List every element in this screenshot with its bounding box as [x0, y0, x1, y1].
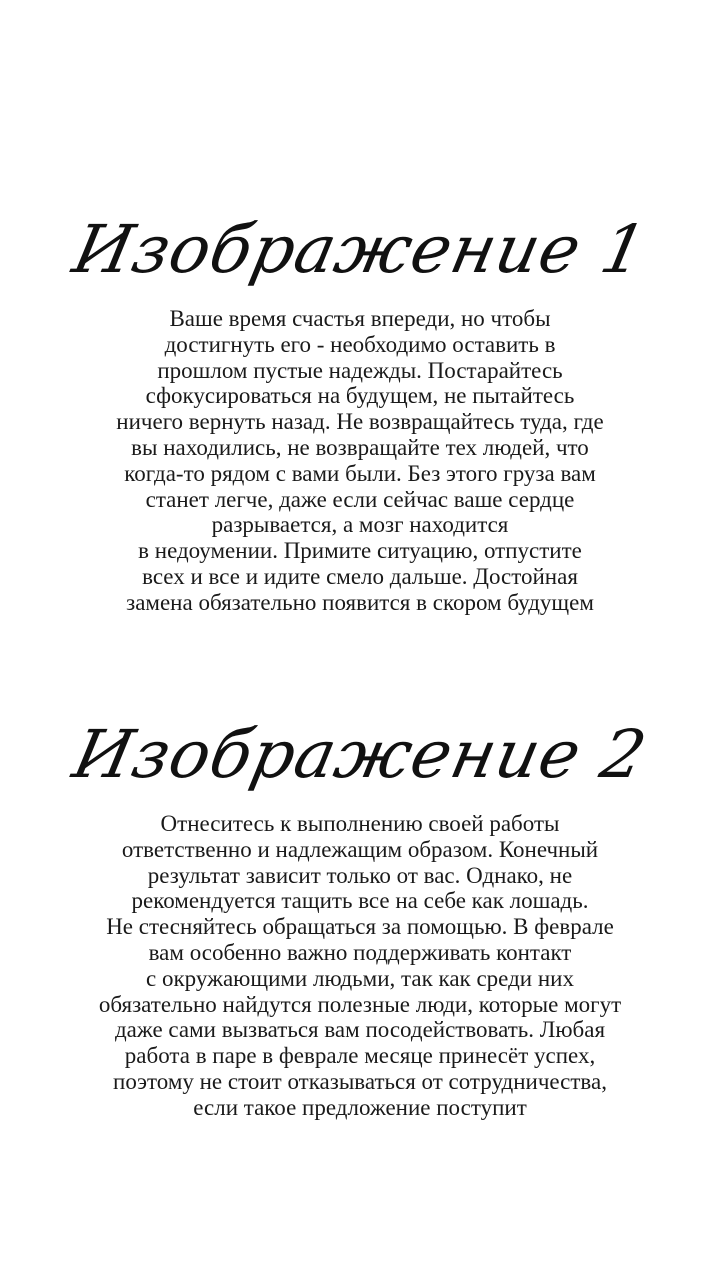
paragraph-line: ничего вернуть назад. Не возвращайтесь туда, где — [116, 409, 604, 435]
paragraph-line: Отнеситесь к выполнению своей работы — [160, 811, 560, 836]
section-paragraph — [20, 811, 700, 1121]
section-title: Изображение 1 — [66, 211, 654, 288]
section-image-2 — [0, 705, 720, 1121]
paragraph-line: замена обязательно появится в скором будущем — [126, 589, 594, 615]
section-image-1 — [0, 200, 720, 616]
paragraph-line: поэтому не стоит отказываться от сотрудничества, — [113, 1068, 607, 1094]
paragraph-line: работа в паре в феврале месяце принесёт успех, — [124, 1043, 596, 1069]
paragraph-line: вам особенно важно поддерживать контакт — [148, 939, 572, 965]
section-title: Изображение 2 — [66, 716, 654, 793]
paragraph-line: рекомендуется тащить все на себе как лошадь. — [131, 888, 589, 914]
paragraph-line: станет легче, даже если сейчас ваше сердце — [145, 486, 575, 512]
paragraph-line: с окружающими людьми, так как среди них — [146, 965, 574, 991]
paragraph-line: если такое предложение поступит — [193, 1094, 527, 1120]
paragraph-line: сфокусироваться на будущем, не пытайтесь — [145, 383, 575, 409]
paragraph-line: Ваше время счастья впереди, но чтобы — [169, 306, 551, 331]
paragraph-line: вы находились, не возвращайте тех людей, что — [131, 434, 589, 460]
paragraph-line: разрывается, а мозг находится — [211, 512, 509, 538]
paragraph-line: когда-то рядом с вами были. Без этого груза вам — [124, 460, 596, 486]
paragraph-line: достигнуть его - необходимо оставить в — [164, 331, 556, 357]
section-paragraph — [20, 306, 700, 616]
paragraph-line: ответственно и надлежащим образом. Конечный — [121, 836, 599, 862]
paragraph-line: всех и все и идите смело дальше. Достойная — [142, 563, 578, 589]
paragraph-line: прошлом пустые надежды. Постарайтесь — [157, 357, 563, 383]
paragraph-line: Не стесняйтесь обращаться за помощью. В феврале — [106, 914, 614, 940]
paragraph-line: в недоумении. Примите ситуацию, отпустите — [138, 538, 582, 564]
paragraph-line: обязательно найдутся полезные люди, которые могут — [98, 991, 622, 1017]
paragraph-line: результат зависит только от вас. Однако, не — [147, 862, 573, 888]
paragraph-line: даже сами вызваться вам посодействовать. Любая — [114, 1017, 606, 1043]
